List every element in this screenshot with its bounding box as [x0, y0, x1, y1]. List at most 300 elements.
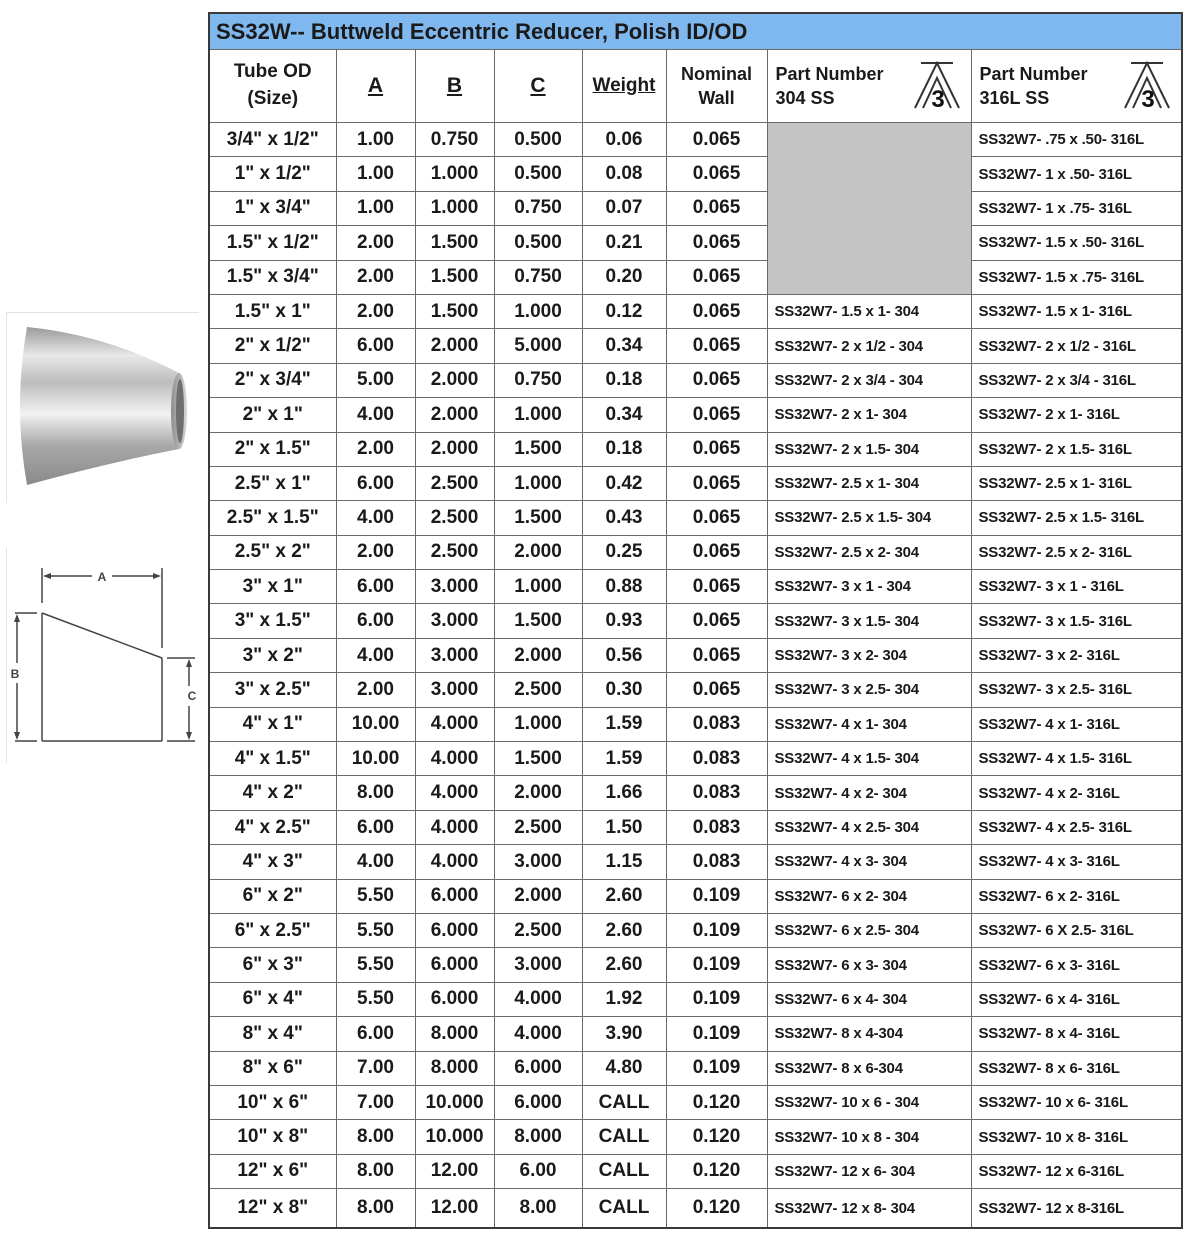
- cell-size: 4" x 2": [209, 776, 336, 810]
- table-row: [209, 776, 1182, 810]
- table-row: [209, 1085, 1182, 1119]
- cell-c: 2.000: [494, 638, 582, 672]
- cell-size: 2" x 1": [209, 398, 336, 432]
- cell-a: 1.00: [336, 123, 415, 157]
- header-part-304: [767, 50, 971, 123]
- cell-a: 8.00: [336, 1120, 415, 1154]
- cell-a: 2.00: [336, 673, 415, 707]
- cell-a: 4.00: [336, 638, 415, 672]
- table-row: [209, 810, 1182, 844]
- cell-part-316l: SS32W7- 1.5 x .75- 316L: [971, 260, 1182, 294]
- cell-c: 1.000: [494, 294, 582, 328]
- cell-part-304: SS32W7- 2.5 x 1- 304: [767, 466, 971, 500]
- cell-part-316l: SS32W7- 4 x 2- 316L: [971, 776, 1182, 810]
- cell-c: 3.000: [494, 948, 582, 982]
- cell-a: 10.00: [336, 742, 415, 776]
- table-row: [209, 982, 1182, 1016]
- cell-wall: 0.083: [666, 707, 767, 741]
- cell-weight: 2.60: [582, 879, 666, 913]
- table-row: [209, 535, 1182, 569]
- cell-size: 10" x 8": [209, 1120, 336, 1154]
- cell-weight: CALL: [582, 1085, 666, 1119]
- cell-b: 12.00: [415, 1154, 494, 1188]
- table-row: [209, 638, 1182, 672]
- cell-wall: 0.109: [666, 1017, 767, 1051]
- cell-c: 1.000: [494, 707, 582, 741]
- cell-part-316l: SS32W7- 1.5 x 1- 316L: [971, 294, 1182, 328]
- table-row: [209, 570, 1182, 604]
- table-row: [209, 1017, 1182, 1051]
- cell-wall: 0.065: [666, 398, 767, 432]
- cell-b: 3.000: [415, 638, 494, 672]
- reducer-photo: [6, 312, 199, 503]
- table-row: [209, 432, 1182, 466]
- cell-size: 6" x 2": [209, 879, 336, 913]
- cell-part-304: SS32W7- 6 x 2- 304: [767, 879, 971, 913]
- cell-part-316l: SS32W7- 4 x 3- 316L: [971, 845, 1182, 879]
- cell-b: 1.500: [415, 226, 494, 260]
- cell-part-304: SS32W7- 4 x 2- 304: [767, 776, 971, 810]
- cell-size: 10" x 6": [209, 1085, 336, 1119]
- cell-size: 6" x 2.5": [209, 913, 336, 947]
- table-row: [209, 948, 1182, 982]
- cell-b: 1.000: [415, 191, 494, 225]
- cell-part-316l: SS32W7- 10 x 6- 316L: [971, 1085, 1182, 1119]
- table-row: [209, 226, 1182, 260]
- cell-b: 3.000: [415, 673, 494, 707]
- cell-c: 0.500: [494, 157, 582, 191]
- cell-part-316l: SS32W7- 6 X 2.5- 316L: [971, 913, 1182, 947]
- 3a-sanitary-logo-icon: [1123, 60, 1171, 110]
- cell-wall: 0.065: [666, 329, 767, 363]
- cell-c: 0.750: [494, 260, 582, 294]
- cell-b: 8.000: [415, 1017, 494, 1051]
- cell-wall: 0.120: [666, 1120, 767, 1154]
- cell-wall: 0.120: [666, 1085, 767, 1119]
- cell-wall: 0.065: [666, 123, 767, 157]
- cell-size: 12" x 8": [209, 1189, 336, 1229]
- cell-size: 2.5" x 1.5": [209, 501, 336, 535]
- spec-table: [208, 12, 1183, 1229]
- cell-part-304: SS32W7- 2.5 x 2- 304: [767, 535, 971, 569]
- cell-part-316l: SS32W7- 6 x 4- 316L: [971, 982, 1182, 1016]
- cell-wall: 0.109: [666, 948, 767, 982]
- cell-wall: 0.109: [666, 879, 767, 913]
- cell-part-316l: SS32W7- 2.5 x 1- 316L: [971, 466, 1182, 500]
- cell-wall: 0.065: [666, 260, 767, 294]
- cell-c: 1.000: [494, 570, 582, 604]
- cell-wall: 0.065: [666, 191, 767, 225]
- cell-c: 5.000: [494, 329, 582, 363]
- cell-size: 1.5" x 3/4": [209, 260, 336, 294]
- cell-wall: 0.065: [666, 226, 767, 260]
- cell-c: 1.500: [494, 742, 582, 776]
- cell-b: 12.00: [415, 1189, 494, 1229]
- header-nominal-wall: [666, 50, 767, 123]
- cell-a: 1.00: [336, 191, 415, 225]
- cell-wall: 0.109: [666, 913, 767, 947]
- cell-a: 5.00: [336, 363, 415, 397]
- cell-size: 2.5" x 1": [209, 466, 336, 500]
- cell-part-316l: SS32W7- 2 x 3/4 - 316L: [971, 363, 1182, 397]
- cell-b: 6.000: [415, 948, 494, 982]
- cell-c: 2.000: [494, 776, 582, 810]
- cell-b: 6.000: [415, 982, 494, 1016]
- cell-weight: 2.60: [582, 948, 666, 982]
- header-part304-line2: 304 SS: [775, 88, 835, 108]
- table-row: [209, 123, 1182, 157]
- 3a-sanitary-logo-icon: [913, 60, 961, 110]
- cell-c: 2.500: [494, 913, 582, 947]
- table-row: [209, 1120, 1182, 1154]
- cell-weight: 0.93: [582, 604, 666, 638]
- cell-a: 5.50: [336, 879, 415, 913]
- cell-part-304: SS32W7- 3 x 1.5- 304: [767, 604, 971, 638]
- cell-a: 8.00: [336, 1189, 415, 1229]
- cell-part-304: SS32W7- 8 x 6-304: [767, 1051, 971, 1085]
- cell-c: 4.000: [494, 982, 582, 1016]
- cell-a: 4.00: [336, 501, 415, 535]
- cell-part-304: SS32W7- 2 x 1.5- 304: [767, 432, 971, 466]
- cell-c: 2.000: [494, 535, 582, 569]
- cell-part-316l: SS32W7- 2.5 x 2- 316L: [971, 535, 1182, 569]
- table-row: [209, 1154, 1182, 1188]
- cell-weight: 0.88: [582, 570, 666, 604]
- cell-b: 4.000: [415, 776, 494, 810]
- table-row: [209, 157, 1182, 191]
- cell-b: 1.500: [415, 260, 494, 294]
- dimension-label-c: C: [187, 689, 197, 703]
- cell-part-316l: SS32W7- 1 x .50- 316L: [971, 157, 1182, 191]
- table-row: [209, 466, 1182, 500]
- cell-b: 3.000: [415, 604, 494, 638]
- cell-b: 6.000: [415, 913, 494, 947]
- cell-a: 5.50: [336, 982, 415, 1016]
- cell-c: 6.000: [494, 1085, 582, 1119]
- cell-b: 4.000: [415, 810, 494, 844]
- table-row: [209, 604, 1182, 638]
- logo-mark: 3: [1141, 86, 1155, 110]
- spec-table-body: [209, 123, 1182, 1229]
- cell-b: 2.500: [415, 466, 494, 500]
- cell-part-316l: SS32W7- 6 x 2- 316L: [971, 879, 1182, 913]
- cell-size: 2" x 1/2": [209, 329, 336, 363]
- cell-part-304: SS32W7- 2 x 1- 304: [767, 398, 971, 432]
- cell-wall: 0.065: [666, 535, 767, 569]
- cell-weight: 1.59: [582, 707, 666, 741]
- cell-a: 6.00: [336, 1017, 415, 1051]
- cell-part-304: SS32W7- 1.5 x 1- 304: [767, 294, 971, 328]
- cell-weight: 1.50: [582, 810, 666, 844]
- cell-part-316l: SS32W7- 6 x 3- 316L: [971, 948, 1182, 982]
- table-row: [209, 1051, 1182, 1085]
- cell-part-316l: SS32W7- 4 x 1.5- 316L: [971, 742, 1182, 776]
- cell-part-304: SS32W7- 3 x 2.5- 304: [767, 673, 971, 707]
- cell-part-316l: SS32W7- 8 x 6- 316L: [971, 1051, 1182, 1085]
- cell-weight: 2.60: [582, 913, 666, 947]
- cell-c: 3.000: [494, 845, 582, 879]
- cell-size: 2.5" x 2": [209, 535, 336, 569]
- cell-b: 1.500: [415, 294, 494, 328]
- cell-b: 2.000: [415, 329, 494, 363]
- cell-a: 8.00: [336, 776, 415, 810]
- cell-part-304: SS32W7- 6 x 3- 304: [767, 948, 971, 982]
- cell-wall: 0.083: [666, 810, 767, 844]
- cell-c: 1.500: [494, 501, 582, 535]
- cell-a: 2.00: [336, 535, 415, 569]
- cell-weight: 0.30: [582, 673, 666, 707]
- cell-size: 12" x 6": [209, 1154, 336, 1188]
- cell-part-316l: SS32W7- 3 x 1 - 316L: [971, 570, 1182, 604]
- cell-part-316l: SS32W7- 12 x 6-316L: [971, 1154, 1182, 1188]
- header-part-316l: [971, 50, 1182, 123]
- cell-b: 1.000: [415, 157, 494, 191]
- dimension-drawing: [6, 548, 199, 763]
- cell-part-316l: SS32W7- 8 x 4- 316L: [971, 1017, 1182, 1051]
- cell-weight: 1.66: [582, 776, 666, 810]
- cell-weight: 0.42: [582, 466, 666, 500]
- eccentric-reducer-photo: [7, 313, 199, 503]
- cell-weight: 0.43: [582, 501, 666, 535]
- cell-size: 3" x 2": [209, 638, 336, 672]
- cell-b: 2.500: [415, 535, 494, 569]
- cell-part-304: SS32W7- 4 x 1.5- 304: [767, 742, 971, 776]
- cell-size: 4" x 1": [209, 707, 336, 741]
- table-row: [209, 191, 1182, 225]
- cell-size: 3" x 1": [209, 570, 336, 604]
- cell-size: 2" x 3/4": [209, 363, 336, 397]
- logo-mark: 3: [930, 86, 945, 110]
- cell-b: 4.000: [415, 742, 494, 776]
- cell-b: 4.000: [415, 707, 494, 741]
- cell-wall: 0.065: [666, 363, 767, 397]
- cell-b: 4.000: [415, 845, 494, 879]
- cell-part-304: SS32W7- 3 x 1 - 304: [767, 570, 971, 604]
- cell-weight: CALL: [582, 1189, 666, 1229]
- cell-weight: 0.34: [582, 398, 666, 432]
- cell-part-304: SS32W7- 12 x 6- 304: [767, 1154, 971, 1188]
- reducer-dimension-diagram: [7, 548, 199, 763]
- cell-a: 4.00: [336, 845, 415, 879]
- table-row: [209, 1189, 1182, 1229]
- header-weight: Weight: [582, 50, 666, 123]
- header-a: A: [336, 50, 415, 123]
- cell-part-304: SS32W7- 4 x 2.5- 304: [767, 810, 971, 844]
- cell-part-316l: SS32W7- 4 x 2.5- 316L: [971, 810, 1182, 844]
- header-part316-line2: 316L SS: [979, 88, 1050, 108]
- cell-b: 10.000: [415, 1120, 494, 1154]
- cell-c: 8.00: [494, 1189, 582, 1229]
- cell-b: 2.000: [415, 432, 494, 466]
- cell-a: 7.00: [336, 1085, 415, 1119]
- cell-part-316l: SS32W7- .75 x .50- 316L: [971, 123, 1182, 157]
- cell-part-304: SS32W7- 10 x 6 - 304: [767, 1085, 971, 1119]
- header-tube-od: [209, 50, 336, 123]
- cell-a: 10.00: [336, 707, 415, 741]
- cell-part-304: SS32W7- 2.5 x 1.5- 304: [767, 501, 971, 535]
- cell-wall: 0.083: [666, 845, 767, 879]
- cell-a: 6.00: [336, 810, 415, 844]
- cell-a: 1.00: [336, 157, 415, 191]
- cell-part-316l: SS32W7- 2.5 x 1.5- 316L: [971, 501, 1182, 535]
- cell-size: 8" x 6": [209, 1051, 336, 1085]
- cell-b: 2.000: [415, 363, 494, 397]
- cell-size: 1.5" x 1": [209, 294, 336, 328]
- header-row: [209, 50, 1182, 123]
- table-row: [209, 845, 1182, 879]
- cell-a: 4.00: [336, 398, 415, 432]
- table-row: [209, 707, 1182, 741]
- cell-size: 2" x 1.5": [209, 432, 336, 466]
- product-illustrations: [0, 0, 205, 1237]
- cell-part-316l: SS32W7- 10 x 8- 316L: [971, 1120, 1182, 1154]
- cell-part-304: SS32W7- 6 x 2.5- 304: [767, 913, 971, 947]
- cell-size: 1" x 1/2": [209, 157, 336, 191]
- cell-size: 3/4" x 1/2": [209, 123, 336, 157]
- cell-c: 6.000: [494, 1051, 582, 1085]
- dimension-label-b: B: [10, 667, 20, 681]
- cell-b: 0.750: [415, 123, 494, 157]
- cell-a: 6.00: [336, 329, 415, 363]
- cell-b: 2.000: [415, 398, 494, 432]
- cell-a: 2.00: [336, 432, 415, 466]
- cell-a: 6.00: [336, 570, 415, 604]
- cell-weight: 0.07: [582, 191, 666, 225]
- cell-wall: 0.065: [666, 294, 767, 328]
- cell-part-304: SS32W7- 10 x 8 - 304: [767, 1120, 971, 1154]
- cell-b: 6.000: [415, 879, 494, 913]
- table-row: [209, 879, 1182, 913]
- cell-size: 3" x 1.5": [209, 604, 336, 638]
- cell-a: 6.00: [336, 466, 415, 500]
- cell-weight: 0.56: [582, 638, 666, 672]
- table-row: [209, 501, 1182, 535]
- cell-c: 1.500: [494, 604, 582, 638]
- cell-weight: 1.59: [582, 742, 666, 776]
- cell-a: 6.00: [336, 604, 415, 638]
- cell-size: 4" x 2.5": [209, 810, 336, 844]
- cell-part-304: SS32W7- 8 x 4-304: [767, 1017, 971, 1051]
- cell-part-316l: SS32W7- 2 x 1/2 - 316L: [971, 329, 1182, 363]
- cell-weight: 0.18: [582, 432, 666, 466]
- cell-size: 1" x 3/4": [209, 191, 336, 225]
- dimension-label-a: A: [97, 570, 107, 584]
- cell-weight: 0.06: [582, 123, 666, 157]
- table-row: [209, 398, 1182, 432]
- cell-weight: 3.90: [582, 1017, 666, 1051]
- cell-weight: 0.12: [582, 294, 666, 328]
- cell-b: 3.000: [415, 570, 494, 604]
- cell-part-304: SS32W7- 4 x 1- 304: [767, 707, 971, 741]
- cell-wall: 0.065: [666, 501, 767, 535]
- cell-size: 6" x 4": [209, 982, 336, 1016]
- cell-part-316l: SS32W7- 1 x .75- 316L: [971, 191, 1182, 225]
- cell-b: 10.000: [415, 1085, 494, 1119]
- cell-c: 1.500: [494, 432, 582, 466]
- table-title: SS32W-- Buttweld Eccentric Reducer, Polish ID/OD: [209, 13, 1182, 50]
- cell-a: 8.00: [336, 1154, 415, 1188]
- cell-wall: 0.120: [666, 1154, 767, 1188]
- header-part304-line1: Part Number: [775, 63, 884, 84]
- cell-wall: 0.065: [666, 466, 767, 500]
- cell-b: 2.500: [415, 501, 494, 535]
- cell-part-316l: SS32W7- 12 x 8-316L: [971, 1189, 1182, 1229]
- cell-wall: 0.065: [666, 570, 767, 604]
- cell-part-316l: SS32W7- 1.5 x .50- 316L: [971, 226, 1182, 260]
- table-row: [209, 363, 1182, 397]
- cell-a: 2.00: [336, 260, 415, 294]
- cell-a: 2.00: [336, 226, 415, 260]
- cell-weight: 0.25: [582, 535, 666, 569]
- table-row: [209, 742, 1182, 776]
- cell-c: 0.500: [494, 226, 582, 260]
- table-row: [209, 260, 1182, 294]
- cell-weight: 1.15: [582, 845, 666, 879]
- cell-wall: 0.083: [666, 776, 767, 810]
- cell-part-316l: SS32W7- 3 x 1.5- 316L: [971, 604, 1182, 638]
- cell-size: 4" x 3": [209, 845, 336, 879]
- cell-size: 4" x 1.5": [209, 742, 336, 776]
- cell-size: 3" x 2.5": [209, 673, 336, 707]
- cell-weight: 0.18: [582, 363, 666, 397]
- cell-part-316l: SS32W7- 3 x 2.5- 316L: [971, 673, 1182, 707]
- cell-wall: 0.065: [666, 638, 767, 672]
- cell-c: 6.00: [494, 1154, 582, 1188]
- cell-weight: 4.80: [582, 1051, 666, 1085]
- cell-a: 2.00: [336, 294, 415, 328]
- header-part316-line1: Part Number: [979, 63, 1088, 84]
- header-tube-od-line2: (Size): [247, 88, 299, 109]
- cell-weight: 0.34: [582, 329, 666, 363]
- cell-c: 2.500: [494, 810, 582, 844]
- cell-part-304: SS32W7- 6 x 4- 304: [767, 982, 971, 1016]
- cell-weight: CALL: [582, 1154, 666, 1188]
- header-tube-od-line1: Tube OD: [233, 61, 312, 83]
- cell-size: 6" x 3": [209, 948, 336, 982]
- cell-c: 4.000: [494, 1017, 582, 1051]
- cell-a: 5.50: [336, 913, 415, 947]
- cell-a: 5.50: [336, 948, 415, 982]
- cell-part-304: SS32W7- 2 x 1/2 - 304: [767, 329, 971, 363]
- cell-part-304: SS32W7- 12 x 8- 304: [767, 1189, 971, 1229]
- cell-c: 1.000: [494, 466, 582, 500]
- header-nominal-line1: Nominal: [680, 63, 752, 84]
- header-nominal-line2: Wall: [698, 88, 735, 108]
- cell-weight: CALL: [582, 1120, 666, 1154]
- cell-c: 0.500: [494, 123, 582, 157]
- cell-c: 8.000: [494, 1120, 582, 1154]
- cell-size: 1.5" x 1/2": [209, 226, 336, 260]
- cell-size: 8" x 4": [209, 1017, 336, 1051]
- cell-weight: 0.21: [582, 226, 666, 260]
- cell-weight: 1.92: [582, 982, 666, 1016]
- cell-part-304: SS32W7- 4 x 3- 304: [767, 845, 971, 879]
- cell-part-304-unavailable: [767, 123, 971, 295]
- cell-weight: 0.20: [582, 260, 666, 294]
- table-row: [209, 913, 1182, 947]
- cell-wall: 0.065: [666, 604, 767, 638]
- cell-wall: 0.065: [666, 432, 767, 466]
- cell-part-304: SS32W7- 3 x 2- 304: [767, 638, 971, 672]
- cell-part-316l: SS32W7- 2 x 1- 316L: [971, 398, 1182, 432]
- table-row: [209, 673, 1182, 707]
- cell-c: 2.000: [494, 879, 582, 913]
- cell-wall: 0.065: [666, 673, 767, 707]
- cell-part-316l: SS32W7- 2 x 1.5- 316L: [971, 432, 1182, 466]
- cell-wall: 0.065: [666, 157, 767, 191]
- cell-wall: 0.120: [666, 1189, 767, 1229]
- cell-c: 0.750: [494, 191, 582, 225]
